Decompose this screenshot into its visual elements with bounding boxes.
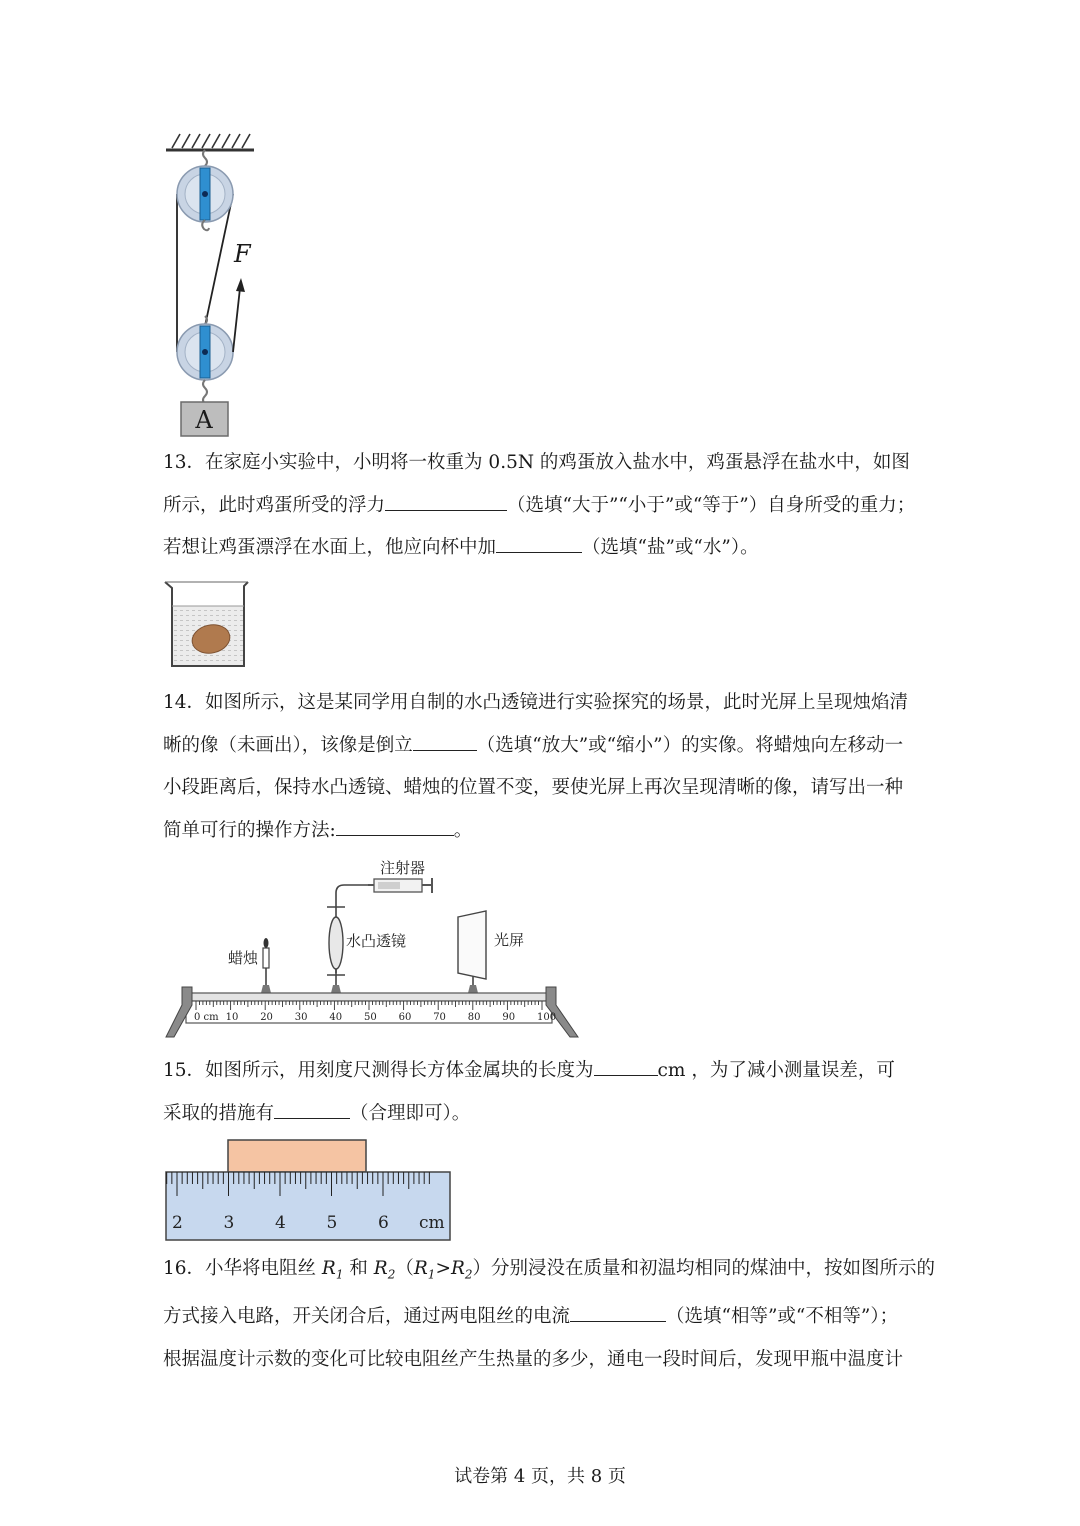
q15-text: cm ，为了减小测量误差，可 <box>657 1060 895 1081</box>
r1-symbol: $R_1$ <box>413 1258 436 1282</box>
ruler-number: 4 <box>275 1213 286 1233</box>
q16-text: 和 <box>343 1258 374 1279</box>
q14-answer-blank-2[interactable] <box>336 817 454 836</box>
q16-text: 16．小华将电阻丝 <box>163 1258 322 1279</box>
q14-line-1: 14．如图所示，这是某同学用自制的水凸透镜进行实验探究的场景，此时光屏上呈现烛焰清 <box>163 692 909 713</box>
q15-text: 采取的措施有 <box>163 1102 275 1124</box>
q14-text: 。 <box>453 819 473 841</box>
q14-line-3: 小段距离后，保持水凸透镜、蜡烛的位置不变，要使光屏上再次呈现清晰的像，请写出一种 <box>163 777 904 798</box>
q14-text: 简单可行的操作方法: <box>163 819 336 841</box>
q15-text: 15．如图所示，用刻度尺测得长方体金属块的长度为 <box>163 1060 594 1081</box>
question-14 <box>163 682 923 852</box>
bench-scale-label: 80 <box>467 1012 481 1023</box>
force-label: F <box>234 240 251 268</box>
q14-answer-blank-1[interactable] <box>413 732 477 751</box>
ruler-number: 2 <box>172 1213 183 1233</box>
block-label: A <box>195 406 213 434</box>
q14-text: 晰的像（未画出），该像是倒立 <box>163 734 413 756</box>
candle-label: 蜡烛 <box>228 949 259 967</box>
bench-scale-label: 10 <box>225 1012 239 1023</box>
bench-scale-label: 0 cm <box>194 1012 219 1023</box>
q16-text: 方式接入电路，开关闭合后，通过两电阻丝的电流 <box>163 1306 571 1328</box>
bench-scale-label: 40 <box>329 1012 343 1023</box>
page-footer: 试卷第 4 页，共 8 页 <box>454 1466 626 1487</box>
beaker-egg-figure <box>162 578 252 672</box>
question-15 <box>163 1050 923 1135</box>
r2-symbol: $R_2$ <box>373 1258 396 1282</box>
q13-text: 所示，此时鸡蛋所受的浮力 <box>163 494 386 516</box>
screen-label: 光屏 <box>494 931 525 949</box>
q13-line-1: 13．在家庭小实验中，小明将一枚重为 0.5N 的鸡蛋放入盐水中，鸡蛋悬浮在盐水中，如图 <box>163 452 910 473</box>
bench-scale-label: 60 <box>398 1012 412 1023</box>
ruler-block-figure <box>162 1138 454 1244</box>
ruler-unit: cm <box>419 1213 445 1233</box>
question-13 <box>163 442 923 570</box>
ruler-number: 5 <box>326 1213 338 1233</box>
question-16 <box>163 1248 936 1381</box>
q15-answer-blank-2[interactable] <box>274 1100 350 1119</box>
bench-scale-label: 30 <box>294 1012 308 1023</box>
q16-text: （选填“相等”或“不相等”）； <box>666 1306 899 1328</box>
q16-answer-blank-1[interactable] <box>570 1303 666 1322</box>
r1-symbol: $R_1$ <box>321 1258 344 1282</box>
q16-text: ）分别浸没在质量和初温均相同的煤油中，按如图所示的 <box>472 1258 936 1279</box>
q16-line-3: 根据温度计示数的变化可比较电阻丝产生热量的多少，通电一段时间后，发现甲瓶中温度计 <box>163 1348 904 1370</box>
q14-text: （选填“放大”或“缩小”）的实像。将蜡烛向左移动一 <box>476 734 904 756</box>
q13-text: （选填“盐”或“水”）。 <box>582 537 759 558</box>
syringe-label: 注射器 <box>380 859 426 877</box>
q13-answer-blank-1[interactable] <box>385 492 507 511</box>
optical-bench-figure <box>160 855 590 1040</box>
pulley-figure <box>160 128 270 440</box>
q13-text: （选填“大于”“小于”或“等于”）自身所受的重力； <box>507 494 916 516</box>
bench-scale-label: 20 <box>260 1012 273 1023</box>
bench-scale-label: 100 <box>537 1012 557 1023</box>
q16-text: （ <box>395 1258 414 1279</box>
bench-scale-label: 90 <box>502 1012 516 1023</box>
bench-scale-label: 50 <box>364 1012 377 1023</box>
q15-answer-blank-1[interactable] <box>594 1057 658 1076</box>
ruler-number: 6 <box>378 1213 389 1233</box>
q15-text: （合理即可）。 <box>350 1102 471 1124</box>
q13-answer-blank-2[interactable] <box>496 534 582 553</box>
comparison-sign: > <box>435 1258 451 1279</box>
bench-scale-label: 70 <box>433 1012 446 1023</box>
q13-text: 若想让鸡蛋漂浮在水面上，他应向杯中加 <box>163 537 497 558</box>
ruler-number: 3 <box>223 1213 235 1233</box>
lens-label: 水凸透镜 <box>346 932 407 950</box>
r2-symbol: $R_2$ <box>450 1258 473 1282</box>
